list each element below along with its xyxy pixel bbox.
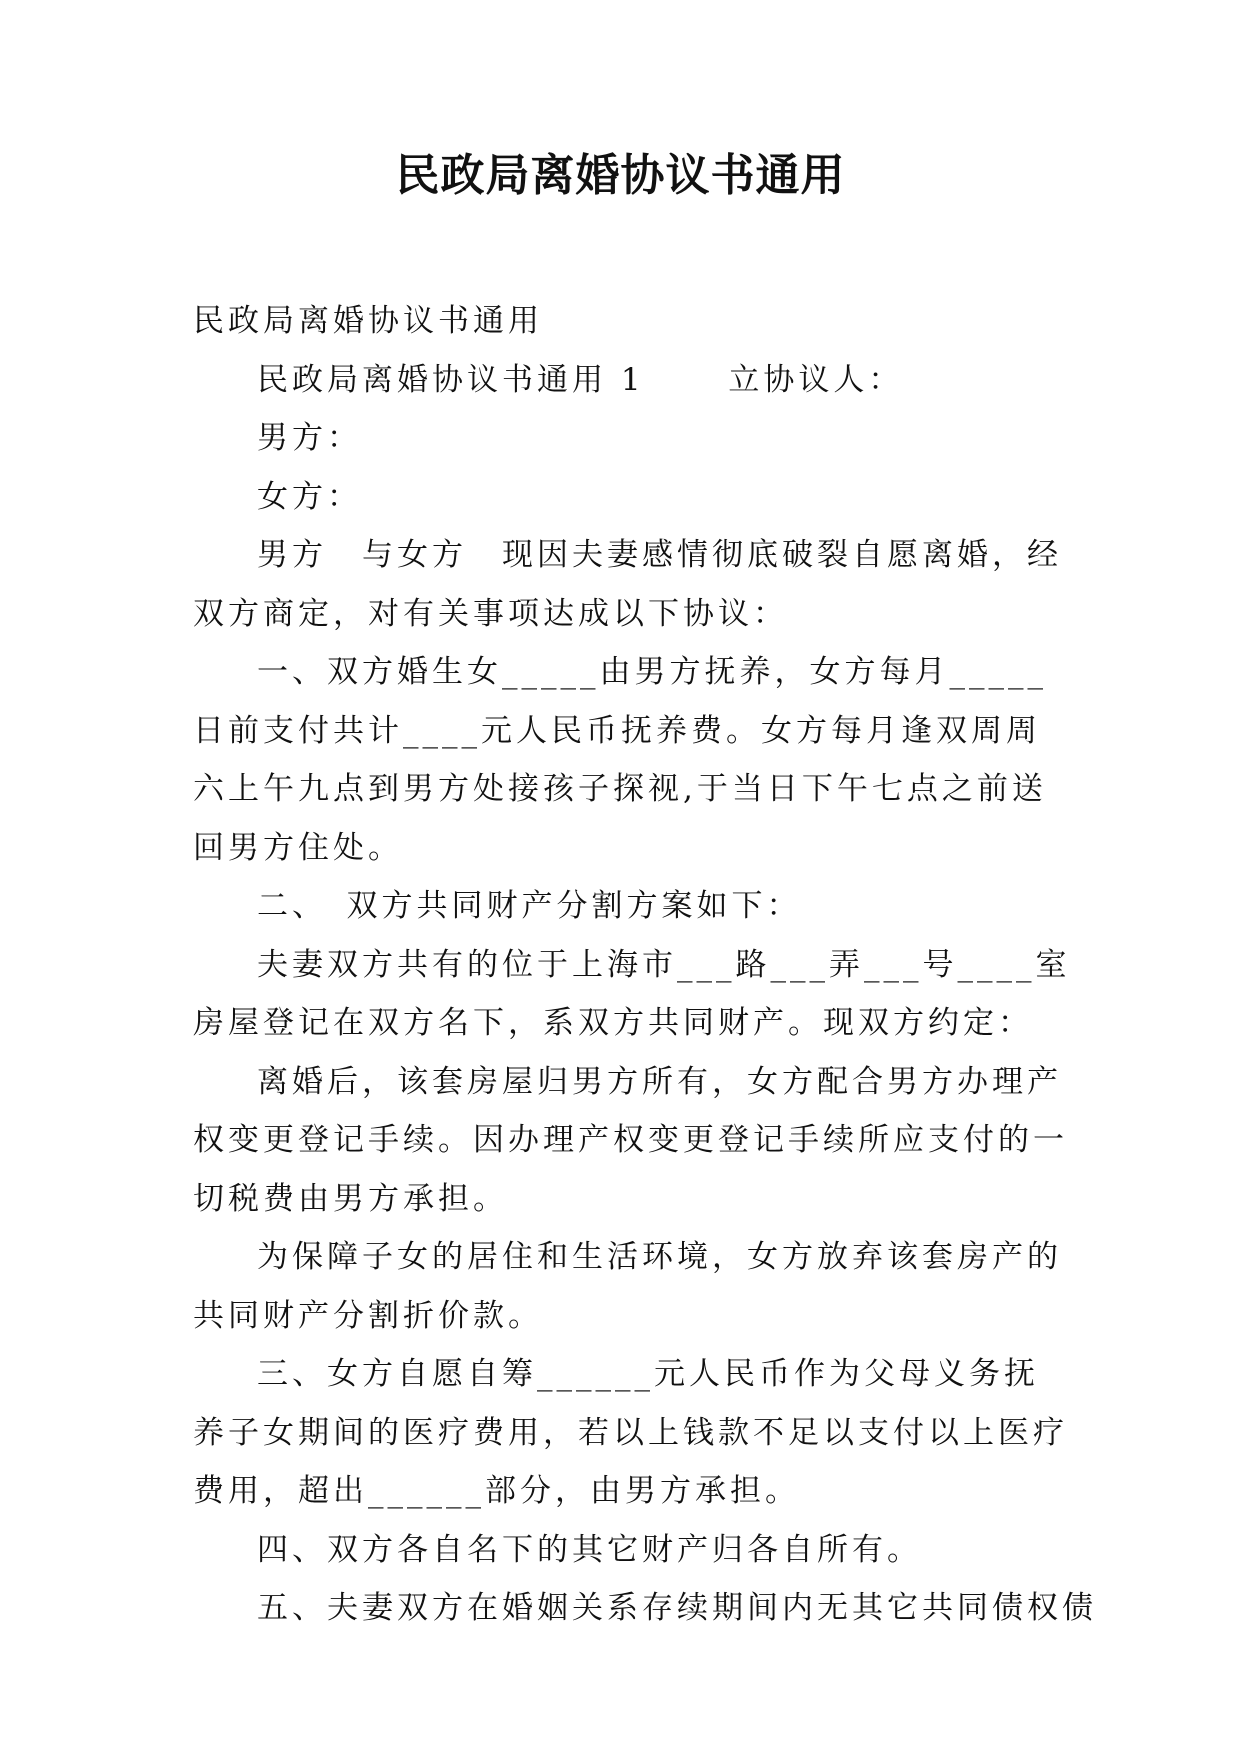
paragraph-clause-2: 二、 双方共同财产分割方案如下： (257, 888, 802, 924)
paragraph-clause-4: 四、双方各自名下的其它财产归各自所有。 (257, 1531, 922, 1568)
paragraph-clause-1: 一、双方婚生女_____由男方抚养，女方每月_____日前支付共计____元人民币抚养费。女方每月逢双周周六上午九点到男方处接孩子探视,于当日下午七点之前送回男方住处。 (193, 654, 1047, 866)
paragraph-clause-3: 三、女方自愿自筹______元人民币作为父母义务抚养子女期间的医疗费用，若以上钱款不足以支付以上医疗费用，超出______部分，由男方承担。 (193, 1356, 1068, 1509)
paragraph-heading: 民政局离婚协议书通用 (193, 303, 543, 339)
paragraph-male-party: 男方： (257, 420, 362, 456)
paragraph-after-divorce: 离婚后，该套房屋归男方所有，女方配合男方办理产权变更登记手续。因办理产权变更登记手续所应支付的一切税费由男方承担。 (193, 1063, 1068, 1217)
paragraph-children-housing: 为保障子女的居住和生活环境，女方放弃该套房产的共同财产分割折价款。 (193, 1239, 1062, 1334)
paragraph-female-party: 女方： (257, 478, 362, 515)
document-body (193, 292, 1097, 1638)
document-title: 民政局离婚协议书通用 (395, 150, 846, 201)
paragraph-parties: 民政局离婚协议书通用 1 立协议人： (257, 361, 904, 398)
paragraph-property: 夫妻双方共有的位于上海市___路___弄___号____室房屋登记在双方名下，系双方共同财产。现双方约定： (193, 946, 1071, 1041)
paragraph-intro: 男方 与女方 现因夫妻感情彻底破裂自愿离婚，经双方商定，对有关事项达成以下协议： (193, 537, 1062, 632)
paragraph-clause-5: 五、夫妻双方在婚姻关系存续期间内无其它共同债权债 (257, 1590, 1097, 1626)
